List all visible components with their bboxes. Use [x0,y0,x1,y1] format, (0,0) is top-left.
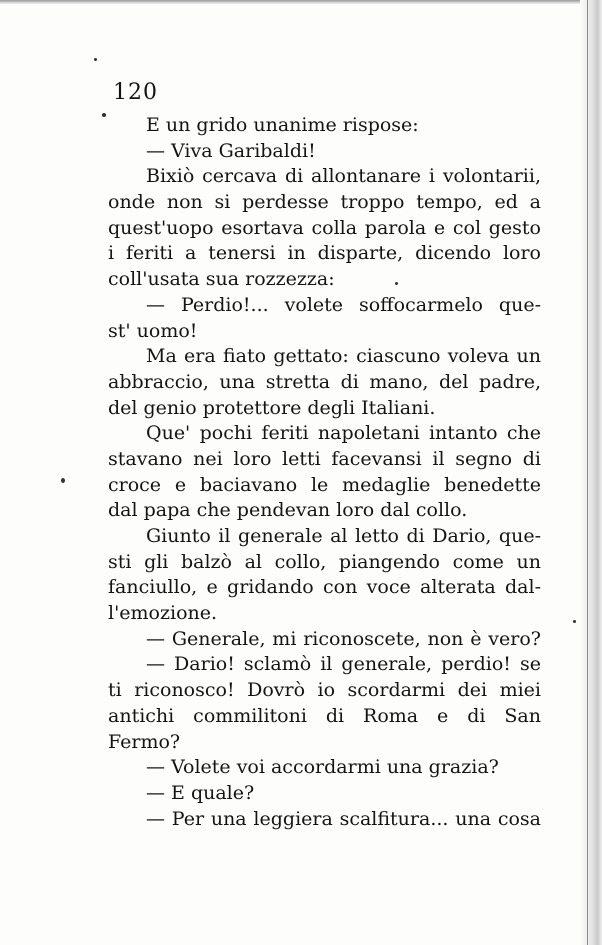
print-speck [102,113,106,117]
text-line: — Per una leggiera scalfitura... una cosa [146,807,541,830]
text-line: fanciullo, e gridando con voce alterata dal- [108,576,541,599]
text-line: Que' pochi feriti napoletani intanto che [146,422,541,445]
body-text [108,113,541,832]
text-line: st' uomo! [108,319,198,342]
page-number: 120 [113,80,158,105]
text-line: — Generale, mi riconoscete, non è vero? [146,627,541,650]
text-line: — Dario! sclamò il generale, perdio! se [146,653,541,676]
text-line: Ma era fiato gettato: ciascuno voleva un [146,345,541,368]
text-line: Giunto il generale al letto di Dario, que- [146,525,541,547]
print-speck [94,58,97,61]
text-line: abbraccio, una stretta di mano, del padre, [108,370,541,393]
text-line: onde non si perdesse troppo tempo, ed a [108,191,541,214]
text-line: croce e baciavano le medaglie benedette [108,473,541,496]
text-line: ti riconosco! Dovrò io scordarmi dei miei [108,679,541,702]
print-speck [573,620,576,623]
text-line: i feriti a tenersi in disparte, dicendo loro [108,242,541,265]
text-line: antichi commilitoni di Roma e di San [108,704,541,727]
text-line: Bixiò cercava di allontanare i volontarii, [146,165,541,188]
text-line: — Viva Garibaldi! [146,139,316,162]
page-top-edge [0,0,602,4]
text-line: dal papa che pendevan loro dal collo. [108,499,468,522]
text-line: — Volete voi accordarmi una grazia? [146,756,499,779]
page-edge-line [587,0,588,945]
text-line: — E quale? [146,781,255,804]
text-line: stavano nei loro letti facevansi il segno di [108,447,541,470]
print-speck [61,478,65,483]
text-line: — Perdio!... volete soffocarmelo que- [146,293,541,316]
text-line: sti gli balzò al collo, piangendo come un [108,550,541,573]
text-line: del genio protettore degli Italiani. [108,396,436,419]
text-line: l'emozione. [108,602,218,625]
text-line: Fermo? [108,730,181,753]
text-line: quest'uopo esortava colla parola e col gesto [108,216,541,239]
text-line: coll'usata sua rozzezza: [108,268,335,291]
text-line: E un grido unanime rispose: [146,114,419,136]
page-gutter-edge [580,0,602,945]
